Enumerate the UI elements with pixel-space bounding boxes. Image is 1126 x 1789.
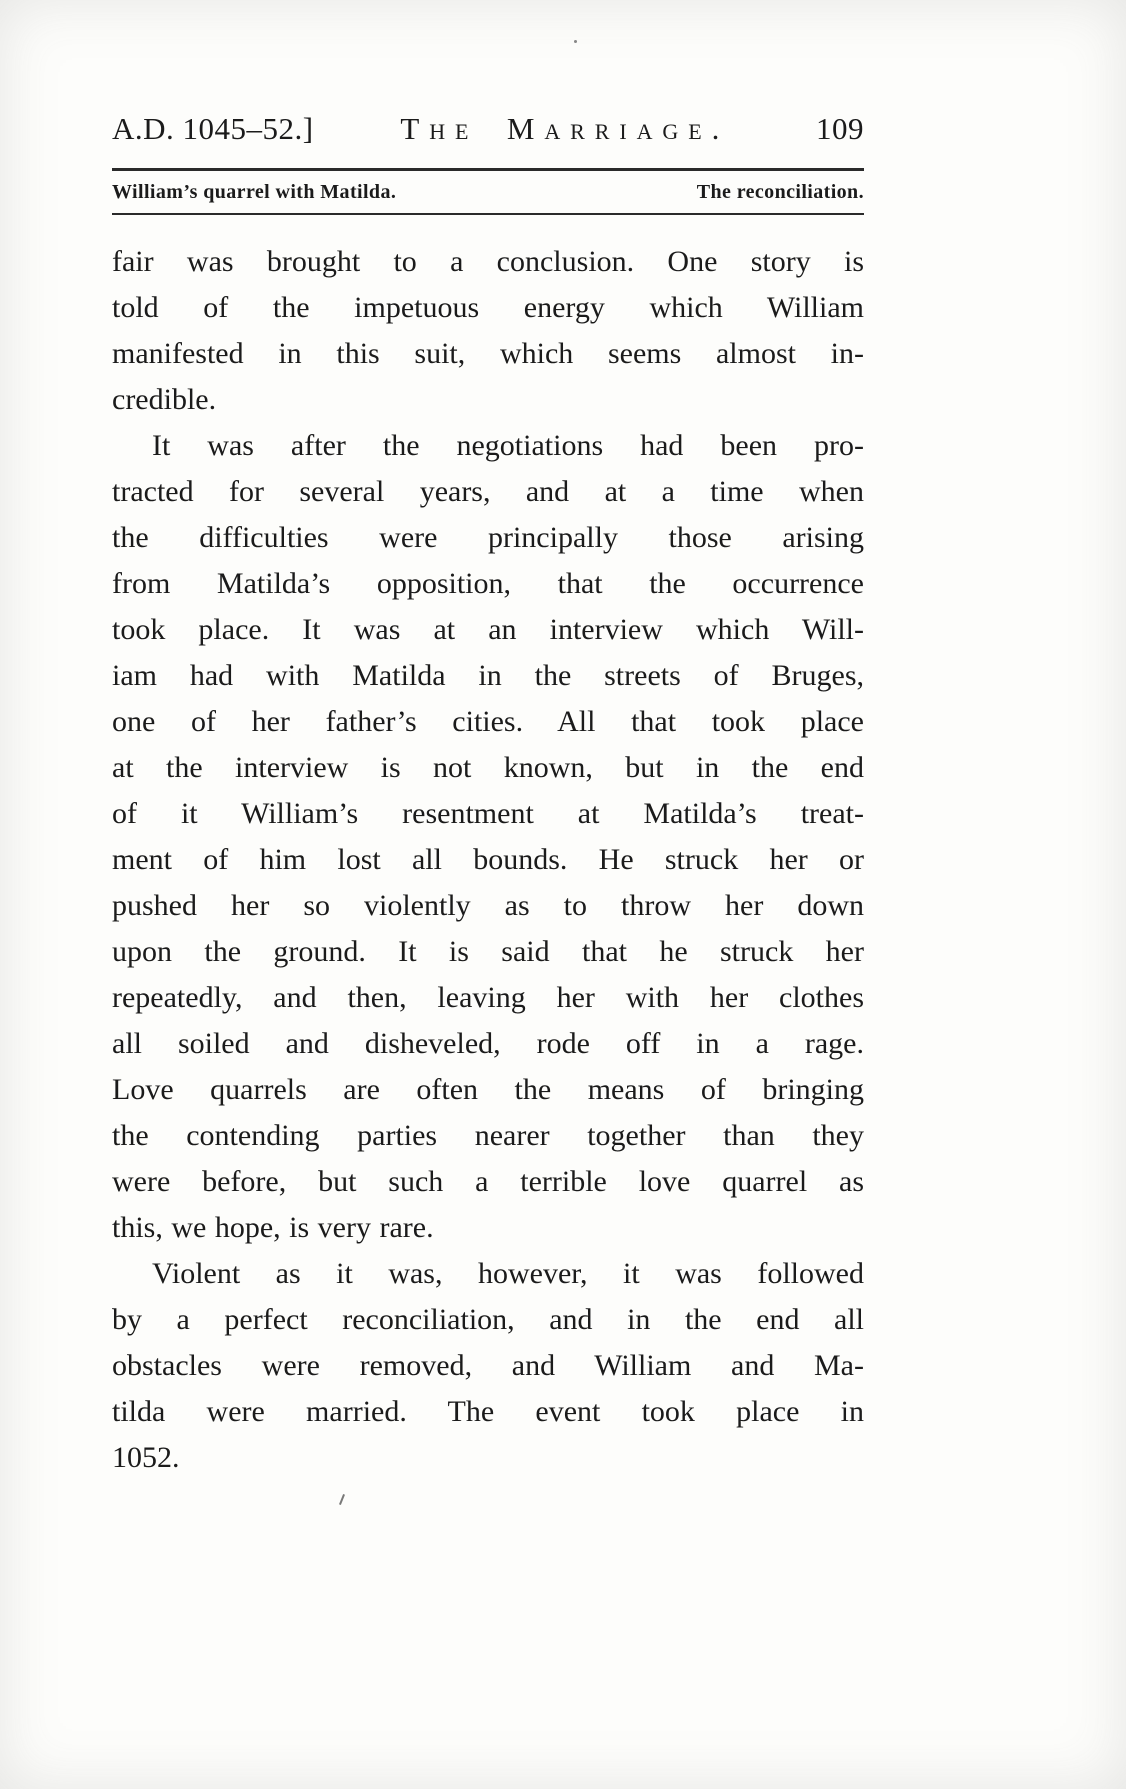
text-line: took place. It was at an interview which Will- [112, 613, 864, 646]
text-line: credible. [112, 383, 217, 416]
paragraph [112, 239, 864, 423]
text-line: 1052. [112, 1441, 180, 1474]
text-line: the contending parties nearer together than they [112, 1119, 864, 1152]
text-line: the difficulties were principally those arising [112, 521, 864, 554]
running-head [112, 112, 864, 146]
text-line: pushed her so violently as to throw her down [112, 889, 864, 922]
text-line: Violent as it was, however, it was followed [152, 1257, 864, 1290]
text-line: all soiled and disheveled, rode off in a rage. [112, 1027, 864, 1060]
text-line: from Matilda’s opposition, that the occurrence [112, 567, 864, 600]
shoulder-notes [112, 181, 864, 204]
running-head-title: The Marriage. [400, 111, 730, 146]
text-line: repeatedly, and then, leaving her with her clothes [112, 981, 864, 1014]
text-line: of it William’s resentment at Matilda’s treat- [112, 797, 864, 830]
text-line: by a perfect reconciliation, and in the end all [112, 1303, 864, 1336]
paragraph [112, 423, 864, 1251]
scan-tick-mark [339, 1494, 345, 1505]
text-line: told of the impetuous energy which William [112, 291, 864, 324]
text-line: this, we hope, is very rare. [112, 1211, 434, 1244]
text-line: were before, but such a terrible love quarrel as [112, 1165, 864, 1198]
shoulder-note-left: William’s quarrel with Matilda. [112, 181, 397, 203]
paragraph [112, 1251, 864, 1481]
text-line: obstacles were removed, and William and Ma- [112, 1349, 864, 1382]
text-line: ment of him lost all bounds. He struck her or [112, 843, 864, 876]
page-content [112, 112, 864, 1481]
text-line: one of her father’s cities. All that took place [112, 705, 864, 738]
text-line: iam had with Matilda in the streets of Bruges, [112, 659, 864, 692]
head-rule-top [112, 168, 864, 171]
running-head-date: A.D. 1045–52.] [112, 111, 314, 146]
text-line: tilda were married. The event took place in [112, 1395, 864, 1428]
body-text [112, 239, 864, 1481]
scan-speck [574, 40, 577, 43]
page-number: 109 [816, 111, 864, 146]
head-rule-bottom [112, 213, 864, 215]
text-line: fair was brought to a conclusion. One story is [112, 245, 864, 278]
text-line: upon the ground. It is said that he struck her [112, 935, 864, 968]
text-line: at the interview is not known, but in the end [112, 751, 864, 784]
text-line: It was after the negotiations had been pro- [152, 429, 864, 462]
text-line: manifested in this suit, which seems almost in- [112, 337, 864, 370]
text-line: tracted for several years, and at a time when [112, 475, 864, 508]
shoulder-note-right: The reconciliation. [696, 181, 864, 203]
text-line: Love quarrels are often the means of bringing [112, 1073, 864, 1106]
